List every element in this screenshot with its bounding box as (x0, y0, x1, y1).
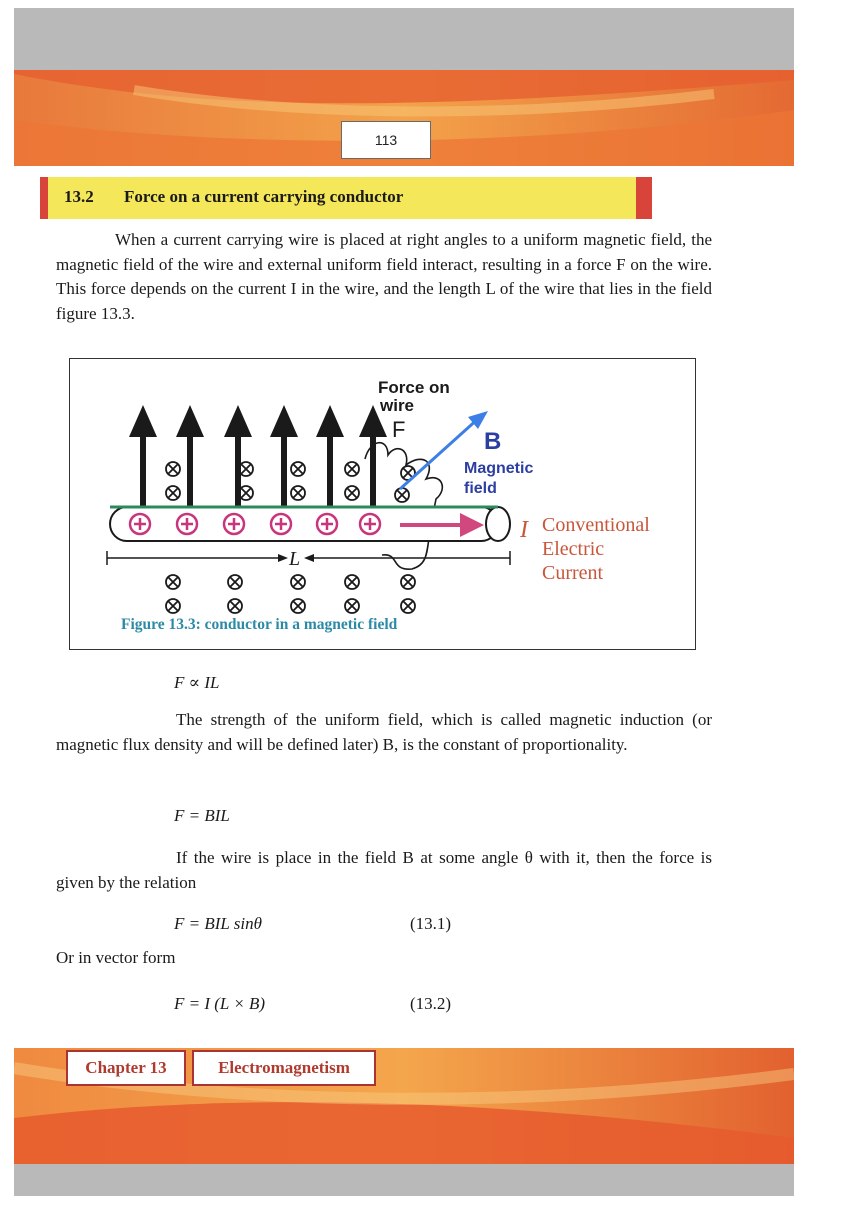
equation-angle: F = BIL sinθ (174, 914, 262, 933)
footer-gray-strip (14, 1164, 794, 1196)
field-arrow (400, 417, 480, 489)
footer-topic-label: Electromagnetism (192, 1050, 376, 1086)
field-into-page-below (166, 575, 415, 613)
force-label-line2: wire (380, 396, 415, 415)
strength-paragraph: The strength of the uniform field, which is called magnetic induction (or magnetic flux density and will be defined later) B, is the constant of proportionality. (56, 710, 712, 754)
figure-13-3 (69, 358, 696, 650)
field-symbol: B (484, 428, 502, 455)
equation-vector-number: (13.2) (410, 994, 452, 1013)
equation-vector: F = I (L × B) (174, 994, 266, 1013)
vector-intro: Or in vector form (56, 948, 176, 967)
length-symbol: L (289, 548, 301, 570)
field-label-line1: Magnetic (464, 460, 534, 477)
current-symbol: I (520, 517, 528, 543)
figure-illustration (70, 359, 695, 649)
section-number: 13.2 (64, 187, 94, 206)
field-into-page-above (166, 462, 415, 502)
section-title: Force on a current carrying conductor (124, 187, 404, 206)
force-label-line1: Force on (378, 378, 450, 397)
equation-force: F = BIL (174, 806, 230, 825)
field-label-line2: field (464, 480, 497, 497)
book-page (14, 8, 794, 1196)
angle-paragraph: If the wire is place in the field B at some angle θ with it, then the force is given by the relation (56, 848, 712, 892)
footer-chapter-label: Chapter 13 (66, 1050, 186, 1086)
figure-caption: Figure 13.3: conductor in a magnetic field (121, 616, 398, 633)
equation-angle-number: (13.1) (410, 914, 452, 933)
force-symbol: F (392, 417, 406, 442)
current-label-line2: Electric (542, 538, 605, 560)
current-label-line3: Current (542, 562, 604, 584)
page-number: 113 (341, 121, 431, 159)
equation-proportional: F ∝ IL (174, 673, 220, 692)
scan-margin-right (794, 0, 860, 1216)
current-label-line1: Conventional (542, 514, 650, 536)
intro-paragraph: When a current carrying wire is placed at right angles to a uniform magnetic field, the magnetic field of the wire and external uniform field interact, resulting in a force F on the wire. This force depends on the current I in the wire, and the length L of the wire that lies in the field figure 13.3. (56, 230, 712, 323)
section-heading (40, 177, 652, 219)
header-gray-strip (14, 8, 794, 72)
